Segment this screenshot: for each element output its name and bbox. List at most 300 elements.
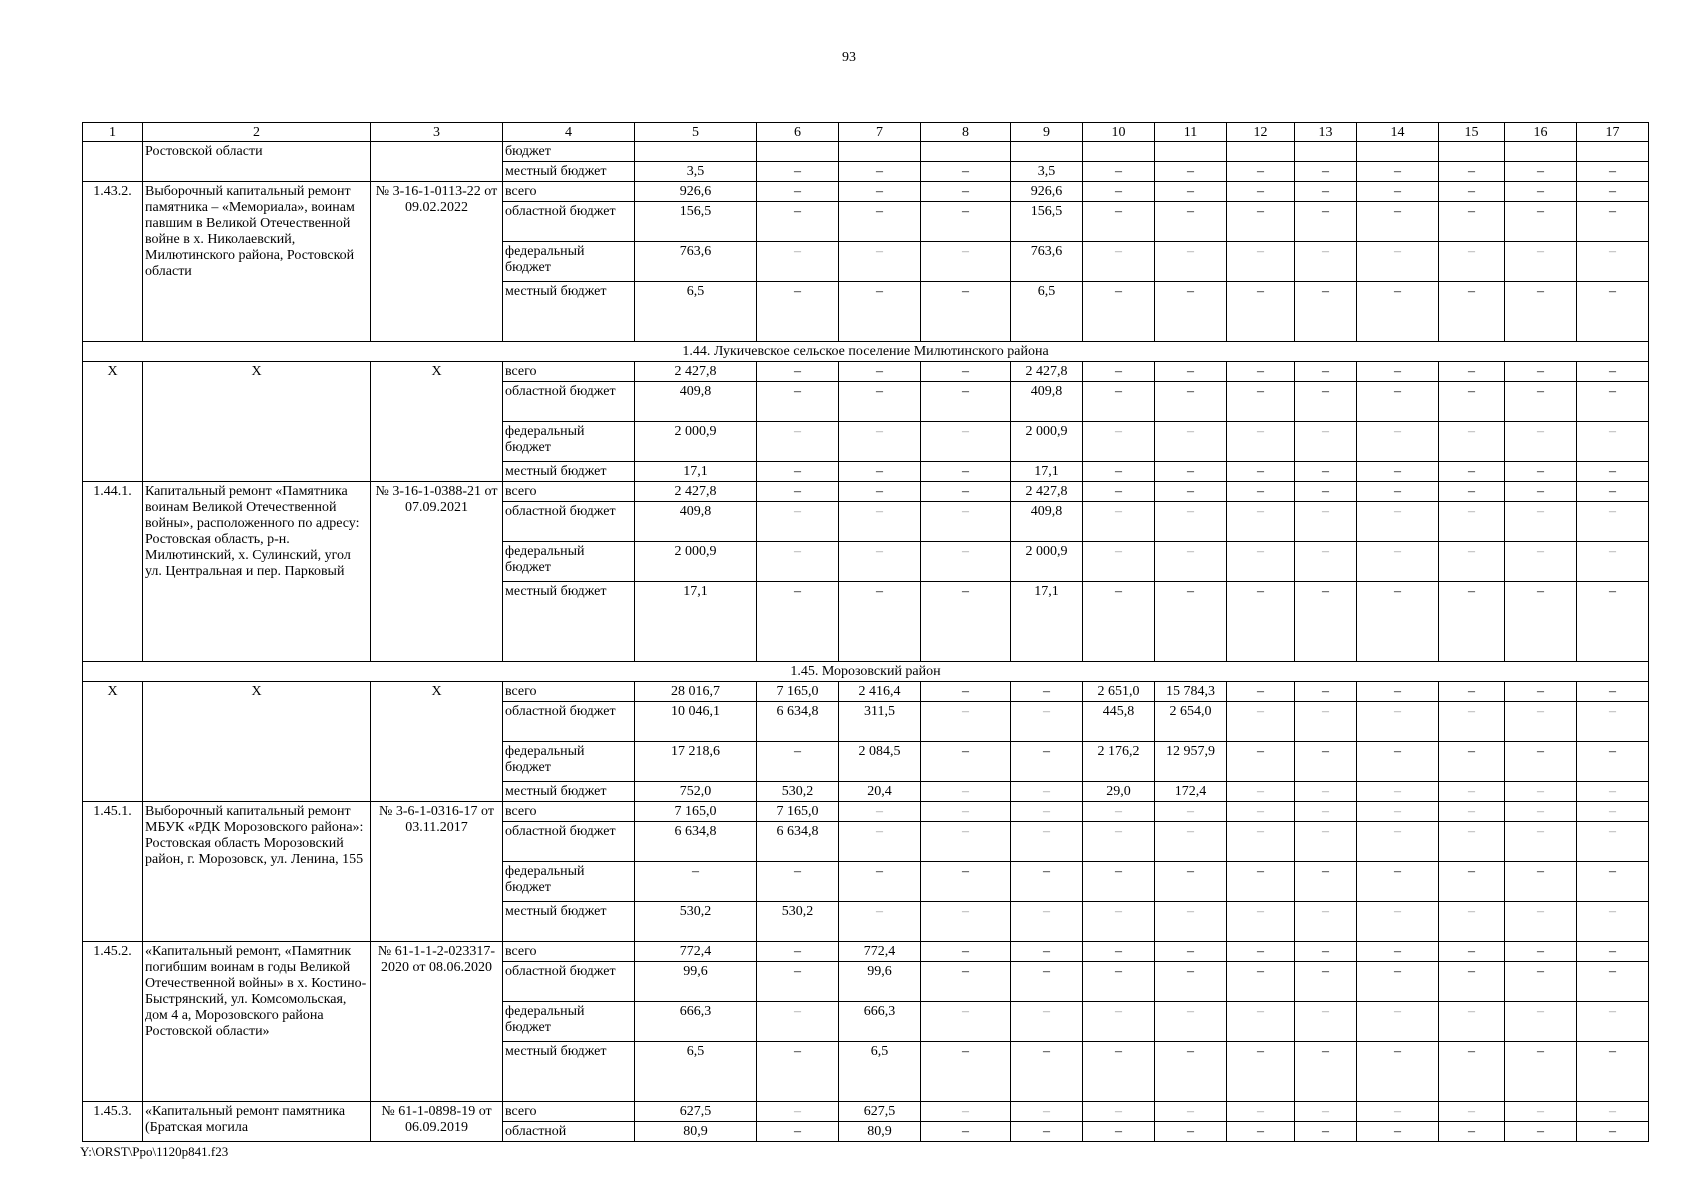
amount-cell: –: [1083, 162, 1155, 182]
amount-cell: –: [839, 282, 921, 342]
amount-cell: –: [839, 162, 921, 182]
amount-cell: –: [921, 462, 1011, 482]
funding-source: федеральный бюджет: [503, 542, 635, 582]
item-number: 1.43.2.: [83, 182, 143, 342]
amount-cell: –: [921, 902, 1011, 942]
amount-cell: –: [1227, 1002, 1295, 1042]
amount-cell: –: [1439, 182, 1505, 202]
amount-cell: –: [1083, 182, 1155, 202]
amount-cell: –: [921, 542, 1011, 582]
amount-cell: –: [1011, 1122, 1083, 1142]
document-number: № 3-6-1-0316-17 от 03.11.2017: [371, 802, 503, 942]
amount-cell: –: [1227, 202, 1295, 242]
amount-cell: –: [839, 482, 921, 502]
amount-cell: –: [1155, 542, 1227, 582]
amount-cell: 6,5: [1011, 282, 1083, 342]
amount-cell: –: [1577, 822, 1649, 862]
amount-cell: –: [1227, 282, 1295, 342]
amount-cell: –: [1505, 822, 1577, 862]
amount-cell: 772,4: [839, 942, 921, 962]
amount-cell: –: [1227, 502, 1295, 542]
amount-cell: –: [1577, 502, 1649, 542]
item-number: X: [83, 682, 143, 802]
object-name: Ростовской области: [143, 142, 371, 182]
funding-source: всего: [503, 1102, 635, 1122]
document-number: [371, 142, 503, 182]
amount-cell: –: [1155, 962, 1227, 1002]
amount-cell: –: [1295, 182, 1357, 202]
amount-cell: 80,9: [839, 1122, 921, 1142]
amount-cell: –: [1083, 542, 1155, 582]
document-number: № 61-1-0898-19 от 06.09.2019: [371, 1102, 503, 1142]
amount-cell: –: [1295, 482, 1357, 502]
amount-cell: –: [1227, 902, 1295, 942]
amount-cell: –: [757, 742, 839, 782]
funding-source: местный бюджет: [503, 1042, 635, 1102]
amount-cell: –: [839, 242, 921, 282]
section-title: 1.44. Лукичевское сельское поселение Милютинского района: [83, 342, 1649, 362]
amount-cell: –: [1295, 422, 1357, 462]
amount-cell: –: [1083, 382, 1155, 422]
funding-source: всего: [503, 482, 635, 502]
object-name: Капитальный ремонт «Памятника воинам Великой Отечественной войны», расположенного по адресу: Ростовская область, р-н. Милютинский, х. Сулинский, угол ул. Центральная и пер. Парковый: [143, 482, 371, 662]
amount-cell: 445,8: [1083, 702, 1155, 742]
amount-cell: –: [757, 862, 839, 902]
amount-cell: –: [1083, 822, 1155, 862]
amount-cell: 172,4: [1155, 782, 1227, 802]
amount-cell: –: [921, 802, 1011, 822]
column-header: 7: [839, 123, 921, 142]
amount-cell: –: [839, 382, 921, 422]
item-number: 1.45.2.: [83, 942, 143, 1102]
funding-source: местный бюджет: [503, 902, 635, 942]
amount-cell: 7 165,0: [757, 802, 839, 822]
amount-cell: 17,1: [1011, 462, 1083, 482]
amount-cell: [1227, 142, 1295, 162]
amount-cell: –: [1577, 382, 1649, 422]
amount-cell: –: [1439, 162, 1505, 182]
amount-cell: –: [1577, 462, 1649, 482]
amount-cell: –: [1227, 462, 1295, 482]
amount-cell: –: [1357, 282, 1439, 342]
amount-cell: –: [1505, 282, 1577, 342]
amount-cell: –: [1295, 1042, 1357, 1102]
amount-cell: –: [1295, 802, 1357, 822]
amount-cell: [921, 142, 1011, 162]
amount-cell: –: [1439, 282, 1505, 342]
amount-cell: –: [1505, 582, 1577, 662]
amount-cell: –: [757, 582, 839, 662]
amount-cell: –: [1227, 782, 1295, 802]
amount-cell: –: [921, 482, 1011, 502]
amount-cell: –: [1439, 802, 1505, 822]
amount-cell: –: [1295, 962, 1357, 1002]
item-number: 1.44.1.: [83, 482, 143, 662]
amount-cell: –: [1295, 682, 1357, 702]
amount-cell: –: [921, 362, 1011, 382]
amount-cell: [635, 142, 757, 162]
object-name: Выборочный капитальный ремонт МБУК «РДК Морозовского района»: Ростовская область Морозовский район, г. Морозовск, ул. Ленина, 155: [143, 802, 371, 942]
amount-cell: –: [1227, 1042, 1295, 1102]
amount-cell: 12 957,9: [1155, 742, 1227, 782]
amount-cell: –: [921, 1002, 1011, 1042]
amount-cell: –: [1227, 542, 1295, 582]
amount-cell: –: [1439, 362, 1505, 382]
amount-cell: –: [1439, 962, 1505, 1002]
amount-cell: –: [1227, 362, 1295, 382]
amount-cell: –: [921, 242, 1011, 282]
amount-cell: 926,6: [1011, 182, 1083, 202]
amount-cell: 2 651,0: [1083, 682, 1155, 702]
amount-cell: –: [757, 162, 839, 182]
amount-cell: –: [1577, 542, 1649, 582]
amount-cell: –: [1357, 682, 1439, 702]
amount-cell: 2 000,9: [1011, 542, 1083, 582]
amount-cell: –: [921, 1042, 1011, 1102]
amount-cell: –: [1439, 462, 1505, 482]
funding-source: бюджет: [503, 142, 635, 162]
amount-cell: –: [1083, 242, 1155, 282]
amount-cell: –: [1577, 682, 1649, 702]
amount-cell: –: [1357, 362, 1439, 382]
funding-source: федеральный бюджет: [503, 862, 635, 902]
amount-cell: –: [839, 542, 921, 582]
amount-cell: 666,3: [635, 1002, 757, 1042]
funding-source: федеральный бюджет: [503, 242, 635, 282]
amount-cell: –: [1155, 382, 1227, 422]
amount-cell: –: [1295, 862, 1357, 902]
amount-cell: –: [1357, 742, 1439, 782]
amount-cell: –: [1083, 942, 1155, 962]
amount-cell: –: [1577, 362, 1649, 382]
amount-cell: –: [1011, 942, 1083, 962]
amount-cell: –: [1155, 502, 1227, 542]
amount-cell: [1011, 142, 1083, 162]
column-header: 16: [1505, 123, 1577, 142]
funding-source: всего: [503, 682, 635, 702]
amount-cell: 2 427,8: [635, 362, 757, 382]
amount-cell: –: [757, 482, 839, 502]
amount-cell: –: [757, 382, 839, 422]
amount-cell: –: [1155, 182, 1227, 202]
amount-cell: –: [1295, 242, 1357, 282]
amount-cell: 752,0: [635, 782, 757, 802]
amount-cell: –: [1357, 162, 1439, 182]
amount-cell: 28 016,7: [635, 682, 757, 702]
amount-cell: 2 176,2: [1083, 742, 1155, 782]
amount-cell: 627,5: [839, 1102, 921, 1122]
amount-cell: –: [839, 362, 921, 382]
amount-cell: [1505, 142, 1577, 162]
amount-cell: –: [1577, 182, 1649, 202]
amount-cell: –: [1505, 542, 1577, 582]
amount-cell: 156,5: [1011, 202, 1083, 242]
amount-cell: –: [1505, 1002, 1577, 1042]
amount-cell: –: [1227, 742, 1295, 782]
amount-cell: –: [1577, 242, 1649, 282]
amount-cell: –: [921, 1102, 1011, 1122]
table-row: [83, 142, 1649, 162]
amount-cell: –: [1577, 422, 1649, 462]
amount-cell: –: [1227, 862, 1295, 902]
amount-cell: –: [1083, 1002, 1155, 1042]
section-header-row: [83, 342, 1649, 362]
column-header: 12: [1227, 123, 1295, 142]
amount-cell: –: [757, 962, 839, 1002]
amount-cell: 2 000,9: [1011, 422, 1083, 462]
amount-cell: –: [757, 182, 839, 202]
amount-cell: 6,5: [635, 1042, 757, 1102]
amount-cell: 763,6: [1011, 242, 1083, 282]
amount-cell: –: [1439, 202, 1505, 242]
funding-source: всего: [503, 362, 635, 382]
amount-cell: –: [921, 382, 1011, 422]
amount-cell: 409,8: [635, 382, 757, 422]
amount-cell: –: [1439, 422, 1505, 462]
amount-cell: –: [1083, 282, 1155, 342]
amount-cell: –: [1155, 582, 1227, 662]
amount-cell: 6,5: [839, 1042, 921, 1102]
amount-cell: –: [1505, 742, 1577, 782]
page-number: 93: [842, 50, 856, 65]
section-header-row: [83, 662, 1649, 682]
table-row: [83, 942, 1649, 962]
amount-cell: –: [1011, 1102, 1083, 1122]
amount-cell: –: [1505, 862, 1577, 902]
funding-source: областной: [503, 1122, 635, 1142]
amount-cell: –: [1439, 242, 1505, 282]
amount-cell: –: [1357, 782, 1439, 802]
amount-cell: –: [1155, 462, 1227, 482]
amount-cell: –: [1155, 1042, 1227, 1102]
amount-cell: –: [1505, 1102, 1577, 1122]
amount-cell: 29,0: [1083, 782, 1155, 802]
section-title: 1.45. Морозовский район: [83, 662, 1649, 682]
amount-cell: 409,8: [635, 502, 757, 542]
amount-cell: 2 000,9: [635, 422, 757, 462]
document-number: X: [371, 362, 503, 482]
amount-cell: –: [1577, 1102, 1649, 1122]
document-number: № 3-16-1-0113-22 от 09.02.2022: [371, 182, 503, 342]
amount-cell: –: [921, 862, 1011, 902]
amount-cell: –: [1505, 422, 1577, 462]
amount-cell: –: [1083, 482, 1155, 502]
amount-cell: –: [1357, 542, 1439, 582]
amount-cell: –: [921, 182, 1011, 202]
amount-cell: –: [1357, 1002, 1439, 1042]
amount-cell: –: [1011, 1042, 1083, 1102]
funding-source: федеральный бюджет: [503, 1002, 635, 1042]
amount-cell: –: [1357, 902, 1439, 942]
amount-cell: –: [1357, 422, 1439, 462]
amount-cell: –: [1295, 742, 1357, 782]
amount-cell: –: [757, 422, 839, 462]
amount-cell: [1083, 142, 1155, 162]
amount-cell: 17,1: [635, 462, 757, 482]
table-row: [83, 482, 1649, 502]
amount-cell: –: [1577, 942, 1649, 962]
amount-cell: –: [839, 822, 921, 862]
amount-cell: –: [1577, 1042, 1649, 1102]
amount-cell: 17,1: [1011, 582, 1083, 662]
amount-cell: –: [1155, 822, 1227, 862]
amount-cell: –: [921, 162, 1011, 182]
amount-cell: –: [1011, 822, 1083, 862]
amount-cell: –: [1011, 902, 1083, 942]
amount-cell: –: [1357, 482, 1439, 502]
funding-source: местный бюджет: [503, 282, 635, 342]
amount-cell: –: [757, 1042, 839, 1102]
amount-cell: –: [757, 942, 839, 962]
amount-cell: –: [1357, 242, 1439, 282]
amount-cell: –: [1227, 242, 1295, 282]
amount-cell: 772,4: [635, 942, 757, 962]
amount-cell: 6,5: [635, 282, 757, 342]
amount-cell: –: [1011, 1002, 1083, 1042]
object-name: Выборочный капитальный ремонт памятника – «Мемориала», воинам павшим в Великой Отечественной войне в х. Николаевский, Милютинского района, Ростовской области: [143, 182, 371, 342]
amount-cell: –: [1439, 582, 1505, 662]
amount-cell: –: [1295, 1102, 1357, 1122]
amount-cell: –: [1295, 462, 1357, 482]
amount-cell: –: [1011, 682, 1083, 702]
funding-source: областной бюджет: [503, 702, 635, 742]
amount-cell: –: [757, 502, 839, 542]
funding-source: федеральный бюджет: [503, 422, 635, 462]
amount-cell: –: [1577, 962, 1649, 1002]
amount-cell: 2 427,8: [1011, 482, 1083, 502]
amount-cell: –: [1357, 1042, 1439, 1102]
amount-cell: –: [1439, 862, 1505, 902]
amount-cell: –: [1227, 422, 1295, 462]
amount-cell: 7 165,0: [635, 802, 757, 822]
amount-cell: –: [1357, 942, 1439, 962]
amount-cell: –: [839, 462, 921, 482]
amount-cell: –: [1577, 1002, 1649, 1042]
amount-cell: –: [1011, 962, 1083, 1002]
amount-cell: –: [1295, 542, 1357, 582]
amount-cell: –: [1083, 902, 1155, 942]
column-header: 5: [635, 123, 757, 142]
amount-cell: –: [1357, 702, 1439, 742]
amount-cell: –: [921, 702, 1011, 742]
amount-cell: –: [1357, 502, 1439, 542]
amount-cell: –: [757, 282, 839, 342]
amount-cell: –: [1577, 162, 1649, 182]
table-row: [83, 362, 1649, 382]
amount-cell: 530,2: [635, 902, 757, 942]
amount-cell: –: [1155, 902, 1227, 942]
object-name: «Капитальный ремонт памятника (Братская могила: [143, 1102, 371, 1142]
footer-file-path: Y:\ORST\Ppo\1120p841.f23: [80, 1144, 229, 1159]
amount-cell: –: [1439, 682, 1505, 702]
amount-cell: –: [1357, 1122, 1439, 1142]
amount-cell: –: [757, 542, 839, 582]
amount-cell: 20,4: [839, 782, 921, 802]
amount-cell: –: [1357, 1102, 1439, 1122]
amount-cell: 666,3: [839, 1002, 921, 1042]
amount-cell: –: [1505, 162, 1577, 182]
amount-cell: –: [1295, 202, 1357, 242]
amount-cell: –: [1155, 1002, 1227, 1042]
table-row: [83, 1102, 1649, 1122]
amount-cell: –: [1155, 162, 1227, 182]
amount-cell: 2 654,0: [1155, 702, 1227, 742]
column-header: 2: [143, 123, 371, 142]
amount-cell: –: [921, 282, 1011, 342]
amount-cell: –: [1577, 782, 1649, 802]
amount-cell: 156,5: [635, 202, 757, 242]
amount-cell: –: [1295, 702, 1357, 742]
amount-cell: –: [1227, 942, 1295, 962]
amount-cell: –: [1439, 482, 1505, 502]
amount-cell: –: [921, 582, 1011, 662]
amount-cell: –: [1357, 822, 1439, 862]
budget-table: [82, 122, 1649, 1142]
amount-cell: –: [1577, 802, 1649, 822]
amount-cell: –: [1439, 942, 1505, 962]
amount-cell: –: [1227, 582, 1295, 662]
object-name: «Капитальный ремонт, «Памятник погибшим воинам в годы Великой Отечественной войны» в х. Костино-Быстрянский, ул. Комсомольская, дом 4 а, Морозовского района Ростовской области»: [143, 942, 371, 1102]
item-number: [83, 142, 143, 182]
amount-cell: –: [1505, 962, 1577, 1002]
document-number: № 3-16-1-0388-21 от 07.09.2021: [371, 482, 503, 662]
amount-cell: –: [1227, 482, 1295, 502]
document-number: № 61-1-1-2-023317-2020 от 08.06.2020: [371, 942, 503, 1102]
amount-cell: 17,1: [635, 582, 757, 662]
amount-cell: –: [921, 682, 1011, 702]
amount-cell: –: [1083, 962, 1155, 1002]
amount-cell: –: [839, 582, 921, 662]
amount-cell: –: [1577, 582, 1649, 662]
amount-cell: 6 634,8: [757, 822, 839, 862]
table-row: [83, 182, 1649, 202]
amount-cell: –: [1155, 362, 1227, 382]
amount-cell: –: [1439, 1042, 1505, 1102]
amount-cell: [1155, 142, 1227, 162]
amount-cell: –: [1295, 382, 1357, 422]
amount-cell: 6 634,8: [757, 702, 839, 742]
amount-cell: –: [1439, 1102, 1505, 1122]
amount-cell: –: [921, 1122, 1011, 1142]
amount-cell: –: [1439, 702, 1505, 742]
funding-source: всего: [503, 942, 635, 962]
column-header: 8: [921, 123, 1011, 142]
amount-cell: –: [1083, 802, 1155, 822]
amount-cell: 530,2: [757, 782, 839, 802]
amount-cell: –: [839, 202, 921, 242]
amount-cell: –: [839, 902, 921, 942]
column-header: 17: [1577, 123, 1649, 142]
funding-source: местный бюджет: [503, 782, 635, 802]
table-row: [83, 682, 1649, 702]
amount-cell: –: [1155, 1122, 1227, 1142]
amount-cell: –: [1083, 362, 1155, 382]
amount-cell: –: [1295, 942, 1357, 962]
amount-cell: –: [757, 202, 839, 242]
amount-cell: –: [1083, 1122, 1155, 1142]
object-name: X: [143, 362, 371, 482]
amount-cell: –: [1295, 1122, 1357, 1142]
amount-cell: 80,9: [635, 1122, 757, 1142]
amount-cell: [839, 142, 921, 162]
amount-cell: –: [839, 502, 921, 542]
amount-cell: –: [1083, 862, 1155, 902]
funding-source: местный бюджет: [503, 162, 635, 182]
amount-cell: –: [757, 462, 839, 482]
amount-cell: –: [1505, 502, 1577, 542]
amount-cell: 17 218,6: [635, 742, 757, 782]
amount-cell: –: [839, 862, 921, 902]
